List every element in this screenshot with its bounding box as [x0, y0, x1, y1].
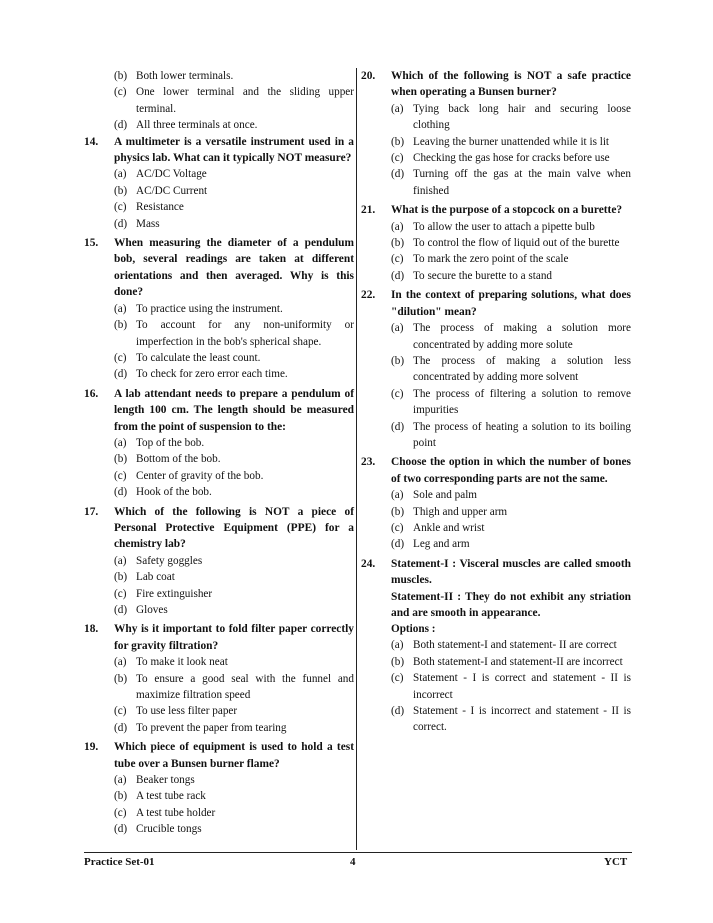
option: [114, 671, 354, 704]
option: [114, 654, 354, 670]
option: [114, 451, 354, 467]
option-label: (c): [114, 705, 127, 718]
question-text: What is the purpose of a stopcock on a burette?: [391, 204, 623, 217]
option: [114, 117, 354, 133]
option-label: (b): [114, 70, 128, 82]
option: [391, 386, 631, 419]
option: [114, 68, 354, 84]
option-label: (d): [391, 168, 405, 181]
option-text: Thigh and upper arm: [413, 505, 508, 518]
question-number: 15.: [84, 237, 99, 250]
option-text: To secure the burette to a stand: [413, 269, 553, 282]
option-label: (a): [114, 554, 127, 567]
option-text: Center of gravity of the bob.: [136, 469, 264, 482]
option-label: (a): [391, 102, 404, 115]
option-label: (d): [391, 538, 405, 551]
option-label: (b): [391, 354, 405, 367]
option-label: (b): [114, 672, 128, 685]
statement-one: Statement-I : Visceral muscles are called smooth muscles.: [391, 557, 631, 587]
option: [391, 670, 631, 703]
right-column: [361, 68, 631, 739]
option-label: (a): [114, 774, 127, 787]
option-label: (d): [391, 269, 405, 282]
option-text: The process of making a solution less concentrated by adding more solvent: [413, 354, 631, 384]
option-label: (a): [391, 489, 404, 502]
option: [114, 301, 354, 317]
option: [391, 654, 631, 670]
option-text: Mass: [136, 217, 160, 230]
option-label: (c): [391, 253, 404, 266]
option-label: (b): [114, 319, 128, 332]
question-text: In the context of preparing solutions, what does "dilution" mean?: [391, 289, 631, 318]
question-number: 20.: [361, 70, 376, 82]
question-text: Which of the following is NOT a safe practice when operating a Bunsen burner?: [391, 70, 631, 99]
question-number: 21.: [361, 204, 376, 217]
question-text: Why is it important to fold filter paper correctly for gravity filtration?: [114, 623, 354, 652]
option-text: To account for any non-uniformity or imperfection in the bob's spherical shape.: [136, 319, 354, 348]
option-text: Checking the gas hose for cracks before use: [413, 152, 610, 165]
question-18: [84, 621, 354, 736]
option: [114, 720, 354, 736]
question-16: [84, 386, 354, 501]
option-label: (d): [114, 823, 128, 836]
question-17: [84, 504, 354, 619]
option-text: To mark the zero point of the scale: [413, 253, 569, 266]
option-text: AC/DC Voltage: [136, 168, 207, 181]
option-text: Hook of the bob.: [136, 486, 212, 499]
option-text: To check for zero error each time.: [136, 368, 288, 381]
question-15: [84, 235, 354, 383]
option-text: Fire extinguisher: [136, 587, 213, 600]
option-text: Bottom of the bob.: [136, 453, 221, 466]
option-text: Both lower terminals.: [136, 70, 234, 82]
option-text: Statement - I is correct and statement - II is incorrect: [413, 672, 631, 701]
option: [391, 219, 631, 235]
option: [391, 235, 631, 251]
option: [114, 435, 354, 451]
question-23: [361, 454, 631, 552]
statement-two: Statement-II : They do not exhibit any striation and are smooth in appearance.: [391, 590, 631, 619]
option-text: Statement - I is incorrect and statement - II is correct.: [413, 705, 631, 734]
question-22: [361, 287, 631, 451]
option: [114, 821, 354, 837]
option-label: (b): [114, 453, 128, 466]
option-text: To allow the user to attach a pipette bulb: [413, 220, 595, 233]
option-label: (b): [391, 505, 405, 518]
option-text: Crucible tongs: [136, 823, 202, 836]
question-number: 17.: [84, 505, 99, 518]
option: [114, 484, 354, 500]
option: [114, 317, 354, 350]
option: [114, 166, 354, 182]
option: [114, 772, 354, 788]
option-label: (d): [114, 604, 128, 616]
option-text: Lab coat: [136, 571, 175, 584]
option-text: All three terminals at once.: [136, 119, 258, 132]
question-24: [361, 556, 631, 736]
option: [114, 468, 354, 484]
option-label: (b): [114, 790, 128, 803]
option-label: (c): [114, 469, 127, 482]
question-14: [84, 134, 354, 232]
left-column: [84, 68, 354, 841]
footer-publisher: YCT: [604, 856, 628, 868]
question-text: Which of the following is NOT a piece of Personal Protective Equipment (PPE) for a chemistry lab?: [114, 505, 354, 551]
option-text: Leg and arm: [413, 538, 470, 551]
option-label: (a): [391, 639, 404, 652]
question-20: [361, 68, 631, 199]
option: [391, 520, 631, 536]
option: [114, 602, 354, 618]
option-text: Safety goggles: [136, 554, 203, 567]
option-text: Sole and palm: [413, 489, 478, 502]
option: [114, 216, 354, 232]
option-text: Leaving the burner unattended while it is lit: [413, 135, 610, 148]
option-text: Tying back long hair and securing loose clothing: [413, 102, 631, 132]
page-number: 4: [350, 856, 356, 868]
option-text: To ensure a good seal with the funnel and maximize filtration speed: [136, 672, 354, 702]
option: [114, 553, 354, 569]
option: [391, 320, 631, 353]
option-label: (d): [114, 486, 128, 499]
option-label: (c): [391, 152, 404, 165]
option: [114, 183, 354, 199]
option: [391, 487, 631, 503]
option-text: Beaker tongs: [136, 774, 195, 787]
option-text: Gloves: [136, 604, 168, 616]
option-text: Resistance: [136, 201, 184, 214]
option: [391, 268, 631, 284]
option: [114, 703, 354, 719]
question-number: 16.: [84, 387, 99, 400]
option-label: (a): [391, 220, 404, 233]
column-divider: [356, 68, 357, 850]
option-text: AC/DC Current: [136, 184, 208, 197]
option-label: (d): [114, 721, 128, 734]
option-text: Both statement-I and statement- II are correct: [413, 639, 617, 652]
option-text: Both statement-I and statement-II are incorrect: [413, 655, 623, 668]
option: [391, 251, 631, 267]
option-text: To calculate the least count.: [136, 351, 261, 364]
option-label: (d): [114, 119, 128, 132]
option-label: (b): [114, 571, 128, 584]
option: [391, 150, 631, 166]
question-number: 14.: [84, 135, 99, 148]
option: [391, 703, 631, 736]
option: [391, 419, 631, 452]
option: [114, 366, 354, 382]
option-label: (b): [391, 655, 405, 668]
option-text: To use less filter paper: [136, 705, 238, 718]
option-text: To make it look neat: [136, 656, 228, 669]
question-19: [84, 739, 354, 837]
option: [391, 504, 631, 520]
question-text: Choose the option in which the number of bones of two corresponding parts are not the same.: [391, 456, 631, 485]
option-text: To practice using the instrument.: [136, 302, 283, 315]
option: [114, 199, 354, 215]
question-number: 22.: [361, 289, 376, 302]
option-label: (a): [114, 656, 127, 669]
question-text: Which piece of equipment is used to hold a test tube over a Bunsen burner flame?: [114, 741, 354, 770]
option: [391, 166, 631, 199]
option-text: One lower terminal and the sliding upper terminal.: [136, 86, 354, 115]
option-label: (c): [114, 201, 127, 214]
option-text: The process of filtering a solution to remove impurities: [413, 387, 631, 417]
option: [114, 586, 354, 602]
option-label: (d): [114, 217, 128, 230]
option-text: A test tube holder: [136, 806, 216, 819]
footer-rule: [84, 852, 632, 853]
option-label: (c): [391, 672, 404, 685]
option-text: To prevent the paper from tearing: [136, 721, 287, 734]
option-text: Ankle and wrist: [413, 521, 485, 534]
option: [391, 134, 631, 150]
option-label: (c): [114, 587, 127, 600]
continued-options: [84, 68, 354, 134]
option-label: (d): [391, 705, 405, 718]
question-number: 18.: [84, 623, 99, 636]
options-heading: Options :: [391, 623, 436, 636]
question-number: 23.: [361, 456, 376, 469]
question-text: A lab attendant needs to prepare a pendulum of length 100 cm. The length should be measured from the point of suspension to the:: [114, 387, 354, 433]
option-text: Top of the bob.: [136, 436, 205, 449]
option-label: (b): [391, 237, 405, 250]
option-label: (c): [114, 86, 127, 99]
option-text: The process of making a solution more concentrated by adding more solute: [413, 322, 631, 351]
option: [114, 84, 354, 117]
option: [114, 569, 354, 585]
option-text: The process of heating a solution to its boiling point: [413, 420, 631, 449]
option-label: (d): [114, 368, 128, 381]
option-label: (c): [114, 806, 127, 819]
option: [114, 805, 354, 821]
option-label: (b): [391, 135, 405, 148]
option-label: (c): [391, 521, 404, 534]
question-number: 24.: [361, 557, 376, 570]
option: [114, 788, 354, 804]
option-label: (b): [114, 184, 128, 197]
option-label: (a): [114, 168, 127, 181]
option-label: (d): [391, 420, 405, 433]
option: [391, 101, 631, 134]
option-label: (c): [114, 351, 127, 364]
option-label: (a): [114, 302, 127, 315]
option-text: Turning off the gas at the main valve when finished: [413, 168, 631, 197]
question-21: [361, 202, 631, 284]
question-text: A multimeter is a versatile instrument used in a physics lab. What can it typically NOT measure?: [114, 135, 354, 165]
option-label: (a): [114, 436, 127, 449]
option: [114, 350, 354, 366]
option-text: To control the flow of liquid out of the burette: [413, 237, 620, 250]
question-number: 19.: [84, 741, 99, 754]
option: [391, 637, 631, 653]
option: [391, 536, 631, 552]
option-label: (c): [391, 387, 404, 400]
question-text: When measuring the diameter of a pendulum bob, several readings are taken at different orientations and then averaged. Why is this done?: [114, 237, 354, 299]
footer-set-name: Practice Set-01: [84, 856, 155, 868]
option: [391, 353, 631, 386]
option-label: (a): [391, 322, 404, 335]
option-text: A test tube rack: [136, 790, 206, 803]
